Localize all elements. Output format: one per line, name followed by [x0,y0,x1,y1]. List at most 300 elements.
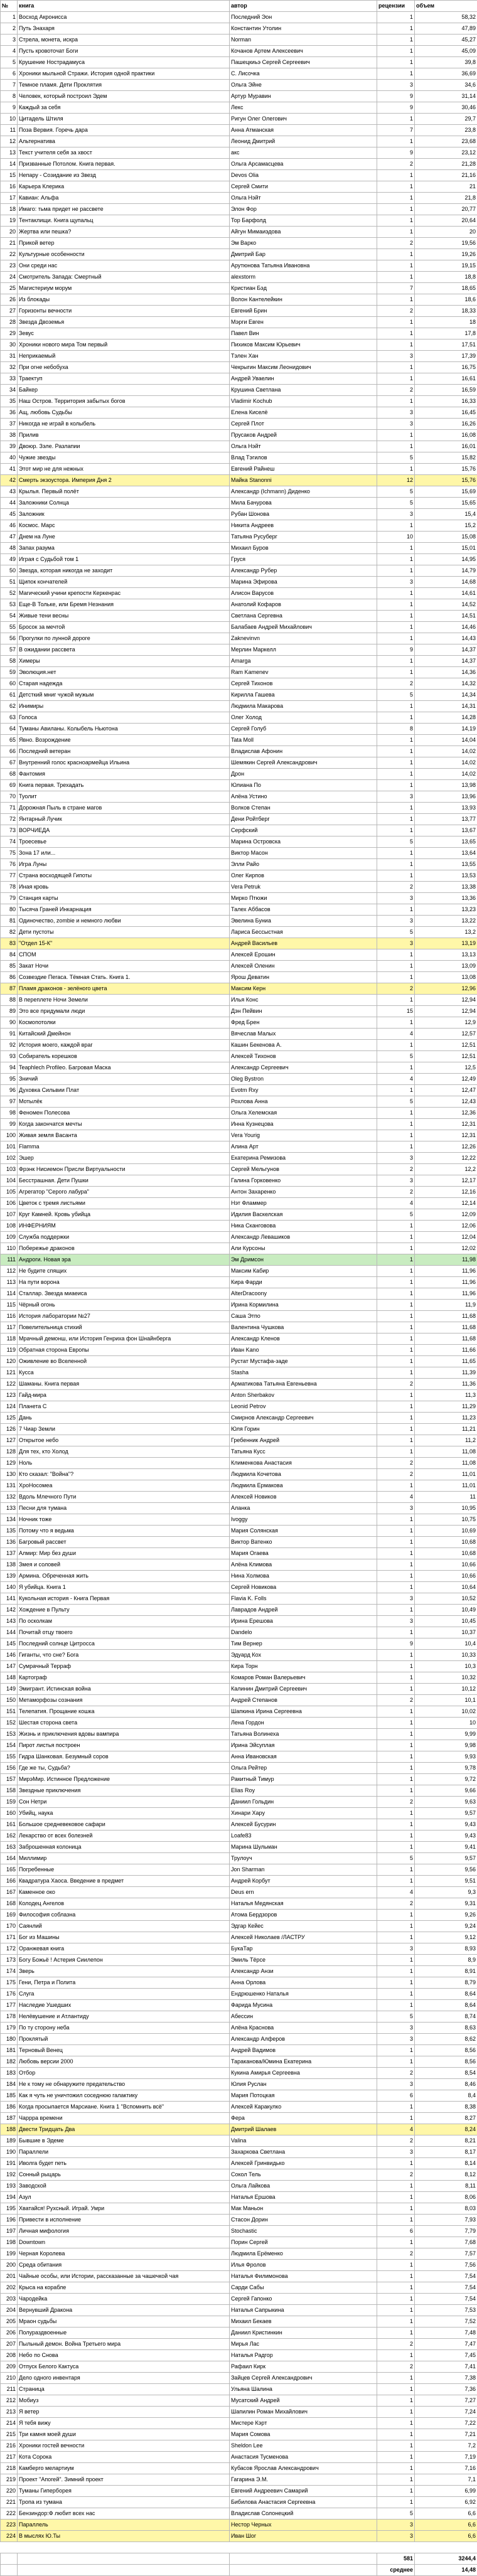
row-number-cell[interactable]: 125 [1,1413,18,1424]
volume-cell[interactable]: 13,23 [415,904,477,916]
reviews-cell[interactable]: 6 [377,2226,415,2237]
author-cell[interactable]: Евгений Брин [230,306,377,317]
volume-cell[interactable]: 12,31 [415,1130,477,1141]
author-cell[interactable]: Даниил Кристинкин [230,2327,377,2339]
reviews-cell[interactable]: 1 [377,1763,415,1774]
volume-cell[interactable]: 12,26 [415,1141,477,1153]
reviews-cell[interactable]: 2 [377,1187,415,1198]
reviews-cell[interactable]: 1 [377,949,415,961]
row-number-cell[interactable]: 95 [1,1074,18,1085]
reviews-cell[interactable]: 1 [377,1864,415,1876]
volume-cell[interactable]: 8,14 [415,2158,477,2169]
volume-cell[interactable]: 13,53 [415,870,477,882]
author-cell[interactable]: Тор Барфолд [230,215,377,227]
row-number-cell[interactable]: 78 [1,882,18,893]
book-title-cell[interactable]: Убийц, наука [18,1808,230,1819]
volume-cell[interactable]: 12,14 [415,1198,477,1209]
book-title-cell[interactable]: Чёрный огонь [18,1300,230,1311]
author-cell[interactable]: Людмила Макарова [230,701,377,712]
author-cell[interactable]: Дмитрий Бар [230,249,377,260]
book-title-cell[interactable]: Ащ, любовь Судьбы [18,407,230,419]
book-title-cell[interactable]: Кавиан: Альфа [18,193,230,204]
row-number-cell[interactable]: 117 [1,1322,18,1333]
author-cell[interactable]: Valina [230,2135,377,2147]
author-cell[interactable]: Александр (Ichmann) Диденко [230,486,377,498]
volume-cell[interactable]: 8,11 [415,2181,477,2192]
author-cell[interactable]: Анна Ивановская [230,1751,377,1763]
book-title-cell[interactable]: ХроНосомеа [18,1480,230,1492]
volume-cell[interactable]: 12,5 [415,1062,477,1074]
volume-cell[interactable]: 23,12 [415,147,477,159]
row-number-cell[interactable]: 89 [1,1006,18,1017]
author-cell[interactable]: Дрон [230,769,377,780]
volume-cell[interactable]: 11,66 [415,1345,477,1356]
row-number-cell[interactable]: 144 [1,1627,18,1638]
author-cell[interactable]: Рустат Мустафа-заде [230,1356,377,1367]
book-title-cell[interactable]: Заводской [18,2181,230,2192]
author-cell[interactable]: Мария Солянская [230,1526,377,1537]
author-cell[interactable]: Ram Kamenev [230,667,377,678]
author-cell[interactable]: Комаров Роман Валерьевич [230,1672,377,1684]
reviews-cell[interactable]: 5 [377,2011,415,2023]
volume-cell[interactable]: 13,55 [415,859,477,870]
volume-cell[interactable]: 12,17 [415,1175,477,1187]
row-number-cell[interactable]: 137 [1,1548,18,1559]
author-cell[interactable]: Марина Эфирова [230,577,377,588]
book-title-cell[interactable]: Смотритель Запада: Смертный [18,272,230,283]
book-title-cell[interactable]: Альтернатива [18,136,230,147]
book-title-cell[interactable]: Днем на Луне [18,532,230,543]
book-title-cell[interactable]: Жертва или пешка? [18,227,230,238]
row-number-cell[interactable]: 86 [1,972,18,983]
author-cell[interactable]: Шемякин Сергей Александрович [230,757,377,769]
header-reviews[interactable]: рецензии [377,1,415,12]
reviews-cell[interactable]: 1 [377,904,415,916]
volume-cell[interactable]: 9,41 [415,1842,477,1853]
author-cell[interactable]: Elias Roy [230,1785,377,1797]
book-title-cell[interactable]: По ту сторону неба [18,2023,230,2034]
book-title-cell[interactable]: Погребенные [18,1864,230,1876]
book-title-cell[interactable]: Песни для тумана [18,1503,230,1514]
row-number-cell[interactable]: 126 [1,1424,18,1435]
author-cell[interactable]: Олег Кирпов [230,870,377,882]
book-title-cell[interactable]: Щипок кончателей [18,577,230,588]
volume-cell[interactable]: 13,67 [415,825,477,836]
reviews-cell[interactable]: 1 [377,1390,415,1401]
volume-cell[interactable]: 21,16 [415,170,477,181]
reviews-cell[interactable]: 1 [377,68,415,80]
author-cell[interactable]: Наталья Радгор [230,2350,377,2361]
author-cell[interactable]: Крушина Светлана [230,385,377,396]
volume-cell[interactable]: 12,9 [415,1017,477,1029]
row-number-cell[interactable]: 44 [1,498,18,509]
book-title-cell[interactable]: Вдоль Млечного Пути [18,1492,230,1503]
author-cell[interactable]: Шапкина Ирина Сергеевна [230,1706,377,1718]
author-cell[interactable]: Фарида Мусина [230,2000,377,2011]
author-cell[interactable]: Vera Yourig [230,1130,377,1141]
volume-cell[interactable]: 58,32 [415,12,477,23]
book-title-cell[interactable]: Еще-В Тольке, или Бремя Незнания [18,599,230,611]
volume-cell[interactable]: 23,68 [415,136,477,147]
volume-cell[interactable]: 11,96 [415,1266,477,1277]
author-cell[interactable]: Amarga [230,656,377,667]
totals-empty-cell[interactable] [230,2553,377,2565]
reviews-cell[interactable]: 2 [377,983,415,995]
author-cell[interactable]: Stasha [230,1367,377,1379]
book-title-cell[interactable]: Побережье драконов [18,1243,230,1254]
book-title-cell[interactable]: Для тех, кто Холод [18,1446,230,1458]
row-number-cell[interactable]: 30 [1,339,18,351]
row-number-cell[interactable]: 76 [1,859,18,870]
author-cell[interactable]: Кристиан Бэд [230,283,377,294]
volume-cell[interactable]: 16,59 [415,385,477,396]
book-title-cell[interactable]: Внутренний голос красноармейца Ильина [18,757,230,769]
book-title-cell[interactable]: Эшер [18,1153,230,1164]
author-cell[interactable]: Влад Тэгилов [230,452,377,464]
author-cell[interactable]: Андрей Степанов [230,1695,377,1706]
book-title-cell[interactable]: Звезда, которая никогда не заходит [18,565,230,577]
volume-cell[interactable]: 12,2 [415,1164,477,1175]
row-number-cell[interactable]: 66 [1,746,18,757]
book-title-cell[interactable]: Иная кровь [18,882,230,893]
volume-cell[interactable]: 16,61 [415,373,477,385]
row-number-cell[interactable]: 183 [1,2068,18,2079]
totals-empty-cell[interactable] [1,2553,18,2565]
book-title-cell[interactable]: Никогда не играй в колыбель [18,419,230,430]
row-number-cell[interactable]: 215 [1,2429,18,2440]
reviews-cell[interactable]: 2 [377,1379,415,1390]
volume-cell[interactable]: 11,96 [415,1288,477,1300]
row-number-cell[interactable]: 27 [1,306,18,317]
volume-average[interactable]: 14,48 [415,2565,477,2576]
volume-cell[interactable]: 7,21 [415,2429,477,2440]
row-number-cell[interactable]: 103 [1,1164,18,1175]
book-title-cell[interactable]: Богу Божьё ! Астерия Сиилепон [18,1955,230,1966]
row-number-cell[interactable]: 213 [1,2407,18,2418]
author-cell[interactable]: Ольга Нэйт [230,193,377,204]
reviews-cell[interactable]: 1 [377,1785,415,1797]
reviews-cell[interactable]: 1 [377,1322,415,1333]
reviews-cell[interactable]: 1 [377,464,415,475]
volume-cell[interactable]: 15,76 [415,475,477,486]
book-title-cell[interactable]: Багровый рассвет [18,1537,230,1548]
row-number-cell[interactable]: 221 [1,2497,18,2508]
row-number-cell[interactable]: 110 [1,1243,18,1254]
reviews-cell[interactable]: 2 [377,2339,415,2350]
volume-cell[interactable]: 14,51 [415,611,477,622]
row-number-cell[interactable]: 108 [1,1221,18,1232]
volume-cell[interactable]: 11,3 [415,1390,477,1401]
volume-cell[interactable]: 7,19 [415,2452,477,2463]
reviews-cell[interactable]: 7 [377,283,415,294]
volume-cell[interactable]: 13,64 [415,848,477,859]
row-number-cell[interactable]: 37 [1,419,18,430]
reviews-cell[interactable]: 3 [377,1616,415,1627]
volume-cell[interactable]: 8,03 [415,2203,477,2215]
reviews-cell[interactable]: 4 [377,1492,415,1503]
reviews-cell[interactable]: 1 [377,1446,415,1458]
book-title-cell[interactable]: Ночник тоже [18,1514,230,1526]
book-title-cell[interactable]: Это все придумали люди [18,1006,230,1017]
row-number-cell[interactable]: 195 [1,2203,18,2215]
reviews-cell[interactable]: 3 [377,1943,415,1955]
author-cell[interactable]: Людмила Кочетова [230,1469,377,1480]
author-cell[interactable]: Vladimir Kochub [230,396,377,407]
reviews-cell[interactable]: 2 [377,2068,415,2079]
volume-cell[interactable]: 8,4 [415,2090,477,2102]
book-title-cell[interactable]: При огне небобуха [18,362,230,373]
author-cell[interactable]: Александр Кленов [230,1333,377,1345]
volume-cell[interactable]: 20,64 [415,215,477,227]
volume-cell[interactable]: 13,36 [415,893,477,904]
volume-cell[interactable]: 8,12 [415,2169,477,2181]
reviews-cell[interactable]: 1 [377,2452,415,2463]
book-title-cell[interactable]: Гайд-мира [18,1390,230,1401]
volume-cell[interactable]: 10,52 [415,1593,477,1605]
row-number-cell[interactable]: 211 [1,2384,18,2395]
reviews-cell[interactable]: 5 [377,927,415,938]
volume-cell[interactable]: 20 [415,227,477,238]
row-number-cell[interactable]: 34 [1,385,18,396]
volume-cell[interactable]: 7,53 [415,2305,477,2316]
book-title-cell[interactable]: Эволюция.нет [18,667,230,678]
volume-cell[interactable]: 13,19 [415,938,477,949]
book-title-cell[interactable]: Когда просыпается Марсиане. Книга 1 "Вспомнить всё" [18,2102,230,2113]
row-number-cell[interactable]: 63 [1,712,18,724]
reviews-cell[interactable]: 1 [377,114,415,125]
volume-cell[interactable]: 7,41 [415,2361,477,2373]
author-cell[interactable]: Никита Андреев [230,520,377,532]
author-cell[interactable]: Вячеслав Малых [230,1029,377,1040]
author-cell[interactable]: AlterDracoony [230,1288,377,1300]
row-number-cell[interactable]: 187 [1,2113,18,2124]
reviews-cell[interactable]: 9 [377,147,415,159]
reviews-cell[interactable]: 1 [377,2192,415,2203]
author-cell[interactable]: Тараканова/Юмина Екатерина [230,2056,377,2068]
reviews-cell[interactable]: 2 [377,2135,415,2147]
volume-cell[interactable]: 15,01 [415,543,477,554]
reviews-cell[interactable]: 1 [377,1311,415,1322]
reviews-cell[interactable]: 5 [377,1096,415,1108]
row-number-cell[interactable]: 172 [1,1943,18,1955]
reviews-cell[interactable]: 1 [377,520,415,532]
author-cell[interactable]: Юля Горин [230,1424,377,1435]
row-number-cell[interactable]: 15 [1,170,18,181]
reviews-cell[interactable]: 1 [377,803,415,814]
reviews-cell[interactable]: 1 [377,170,415,181]
author-cell[interactable]: Эм Варко [230,238,377,249]
row-number-cell[interactable]: 182 [1,2056,18,2068]
volume-cell[interactable]: 11,65 [415,1356,477,1367]
author-cell[interactable]: Лекс [230,102,377,114]
volume-cell[interactable]: 11,08 [415,1446,477,1458]
volume-cell[interactable]: 9,93 [415,1751,477,1763]
book-title-cell[interactable]: Слуга [18,1989,230,2000]
book-title-cell[interactable]: Параллель [18,2520,230,2531]
row-number-cell[interactable]: 94 [1,1062,18,1074]
author-cell[interactable]: Александр Левашиков [230,1232,377,1243]
volume-cell[interactable]: 12,94 [415,1006,477,1017]
author-cell[interactable]: Кочанов Артем Алексеевич [230,46,377,57]
book-title-cell[interactable]: Каменное око [18,1887,230,1898]
volume-cell[interactable]: 9,24 [415,1921,477,1932]
volume-cell[interactable]: 14,52 [415,599,477,611]
volume-cell[interactable]: 7,27 [415,2395,477,2407]
reviews-cell[interactable]: 7 [377,125,415,136]
volume-cell[interactable]: 13,2 [415,927,477,938]
book-title-cell[interactable]: Бросок за мечтой [18,622,230,633]
volume-cell[interactable]: 7,22 [415,2418,477,2429]
author-cell[interactable]: Рубан Шонова [230,509,377,520]
volume-cell[interactable]: 13,22 [415,916,477,927]
author-cell[interactable]: Tata Moll [230,735,377,746]
row-number-cell[interactable]: 200 [1,2260,18,2271]
row-number-cell[interactable]: 223 [1,2520,18,2531]
reviews-cell[interactable]: 1 [377,543,415,554]
book-title-cell[interactable]: Дорожная Пыль в стране магов [18,803,230,814]
book-title-cell[interactable]: Любовь версии 2000 [18,2056,230,2068]
book-title-cell[interactable]: Последний солнце Цитросса [18,1638,230,1650]
reviews-cell[interactable]: 1 [377,1333,415,1345]
volume-cell[interactable]: 14,43 [415,633,477,644]
book-title-cell[interactable]: Хроники нового мира Том первый [18,339,230,351]
row-number-cell[interactable]: 135 [1,1526,18,1537]
reviews-cell[interactable]: 1 [377,1706,415,1718]
volume-cell[interactable]: 8,27 [415,2113,477,2124]
author-cell[interactable]: Norman [230,35,377,46]
author-cell[interactable]: Алексей Оленин [230,961,377,972]
reviews-cell[interactable]: 1 [377,588,415,599]
row-number-cell[interactable]: 46 [1,520,18,532]
author-cell[interactable]: Галина Горковенко [230,1175,377,1187]
book-title-cell[interactable]: Дело одного инвентаря [18,2373,230,2384]
author-cell[interactable]: Инна Кузнецова [230,1119,377,1130]
reviews-cell[interactable]: 1 [377,2203,415,2215]
volume-cell[interactable]: 7,48 [415,2327,477,2339]
row-number-cell[interactable]: 28 [1,317,18,328]
row-number-cell[interactable]: 114 [1,1288,18,1300]
row-number-cell[interactable]: 59 [1,667,18,678]
reviews-cell[interactable]: 1 [377,2305,415,2316]
book-title-cell[interactable]: Зничий [18,1074,230,1085]
volume-cell[interactable]: 9,98 [415,1740,477,1751]
volume-cell[interactable]: 10,64 [415,1582,477,1593]
reviews-cell[interactable]: 3 [377,893,415,904]
book-title-cell[interactable]: Прилив [18,430,230,441]
author-cell[interactable]: Ригун Олег Олегович [230,114,377,125]
author-cell[interactable]: Смирнов Александр Сергеевич [230,1413,377,1424]
author-cell[interactable]: БукаТар [230,1943,377,1955]
volume-cell[interactable]: 13,09 [415,961,477,972]
book-title-cell[interactable]: Явно. Возрождение [18,735,230,746]
row-number-cell[interactable]: 26 [1,294,18,306]
row-number-cell[interactable]: 87 [1,983,18,995]
reviews-cell[interactable]: 1 [377,1537,415,1548]
author-cell[interactable]: Эм Дримсон [230,1254,377,1266]
reviews-cell[interactable]: 1 [377,46,415,57]
row-number-cell[interactable]: 57 [1,644,18,656]
book-title-cell[interactable]: Андроги. Новая эра [18,1254,230,1266]
author-cell[interactable]: Эдуард Кох [230,1650,377,1661]
row-number-cell[interactable]: 67 [1,757,18,769]
volume-cell[interactable]: 45,09 [415,46,477,57]
book-title-cell[interactable]: Teaphlech Profileo. Багровая Маска [18,1062,230,1074]
volume-cell[interactable]: 47,89 [415,23,477,35]
reviews-cell[interactable]: 1 [377,1526,415,1537]
book-title-cell[interactable]: Бензиндор:Ф любит всех нас [18,2508,230,2520]
book-title-cell[interactable]: Привести в исполнение [18,2215,230,2226]
book-title-cell[interactable]: Поза Вервия. Горечь дара [18,125,230,136]
reviews-cell[interactable]: 3 [377,80,415,91]
volume-cell[interactable]: 12,36 [415,1108,477,1119]
volume-cell[interactable]: 11,39 [415,1367,477,1379]
volume-cell[interactable]: 11,01 [415,1469,477,1480]
row-number-cell[interactable]: 10 [1,114,18,125]
book-title-cell[interactable]: Хватайся! Рухсный. Играй. Умри [18,2203,230,2215]
reviews-cell[interactable]: 1 [377,1288,415,1300]
volume-cell[interactable]: 19,56 [415,238,477,249]
book-title-cell[interactable]: Бог из Машины [18,1932,230,1943]
reviews-cell[interactable]: 1 [377,1977,415,1989]
reviews-cell[interactable]: 1 [377,249,415,260]
author-cell[interactable]: Марина Островска [230,836,377,848]
author-cell[interactable]: Алексей Тихонов [230,1051,377,1062]
book-title-cell[interactable]: Повелительница стихий [18,1322,230,1333]
author-cell[interactable]: Валентина Чушкова [230,1322,377,1333]
book-title-cell[interactable]: Из блокады [18,294,230,306]
author-cell[interactable]: Дени Ройтберг [230,814,377,825]
reviews-cell[interactable]: 1 [377,2429,415,2440]
reviews-cell[interactable]: 3 [377,1175,415,1187]
book-title-cell[interactable]: Большое средневековое сафари [18,1819,230,1830]
author-cell[interactable]: Анастасия Тусменова [230,2452,377,2463]
reviews-cell[interactable]: 1 [377,2215,415,2226]
book-title-cell[interactable]: Химеры [18,656,230,667]
row-number-cell[interactable]: 145 [1,1638,18,1650]
reviews-cell[interactable]: 1 [377,396,415,407]
reviews-cell[interactable]: 1 [377,227,415,238]
volume-cell[interactable]: 11,21 [415,1424,477,1435]
author-cell[interactable]: Татьяна Волинеха [230,1729,377,1740]
reviews-cell[interactable]: 1 [377,272,415,283]
volume-cell[interactable]: 14,46 [415,622,477,633]
row-number-cell[interactable]: 124 [1,1401,18,1413]
author-cell[interactable]: Ольга Рейтер [230,1763,377,1774]
reviews-cell[interactable]: 4 [377,2124,415,2135]
reviews-cell[interactable]: 2 [377,2361,415,2373]
author-cell[interactable]: Anton Sherbakov [230,1390,377,1401]
author-cell[interactable]: Алексей Каракулко [230,2102,377,2113]
reviews-cell[interactable]: 6 [377,2090,415,2102]
row-number-cell[interactable]: 39 [1,441,18,452]
book-title-cell[interactable]: Магистериум морум [18,283,230,294]
volume-cell[interactable]: 11 [415,1492,477,1503]
row-number-cell[interactable]: 71 [1,803,18,814]
row-number-cell[interactable]: 192 [1,2169,18,2181]
author-cell[interactable]: Алёна Устино [230,791,377,803]
row-number-cell[interactable]: 175 [1,1977,18,1989]
book-title-cell[interactable]: Звездные приключения [18,1785,230,1797]
row-number-cell[interactable]: 151 [1,1706,18,1718]
book-title-cell[interactable]: Сонный рыцарь [18,2169,230,2181]
row-number-cell[interactable]: 148 [1,1672,18,1684]
author-cell[interactable]: Мирья Лас [230,2339,377,2350]
book-title-cell[interactable]: Туолит [18,791,230,803]
volume-cell[interactable]: 11,36 [415,1379,477,1390]
author-cell[interactable]: Дмитрий Шалаев [230,2124,377,2135]
reviews-cell[interactable]: 1 [377,2418,415,2429]
reviews-cell[interactable]: 1 [377,1582,415,1593]
